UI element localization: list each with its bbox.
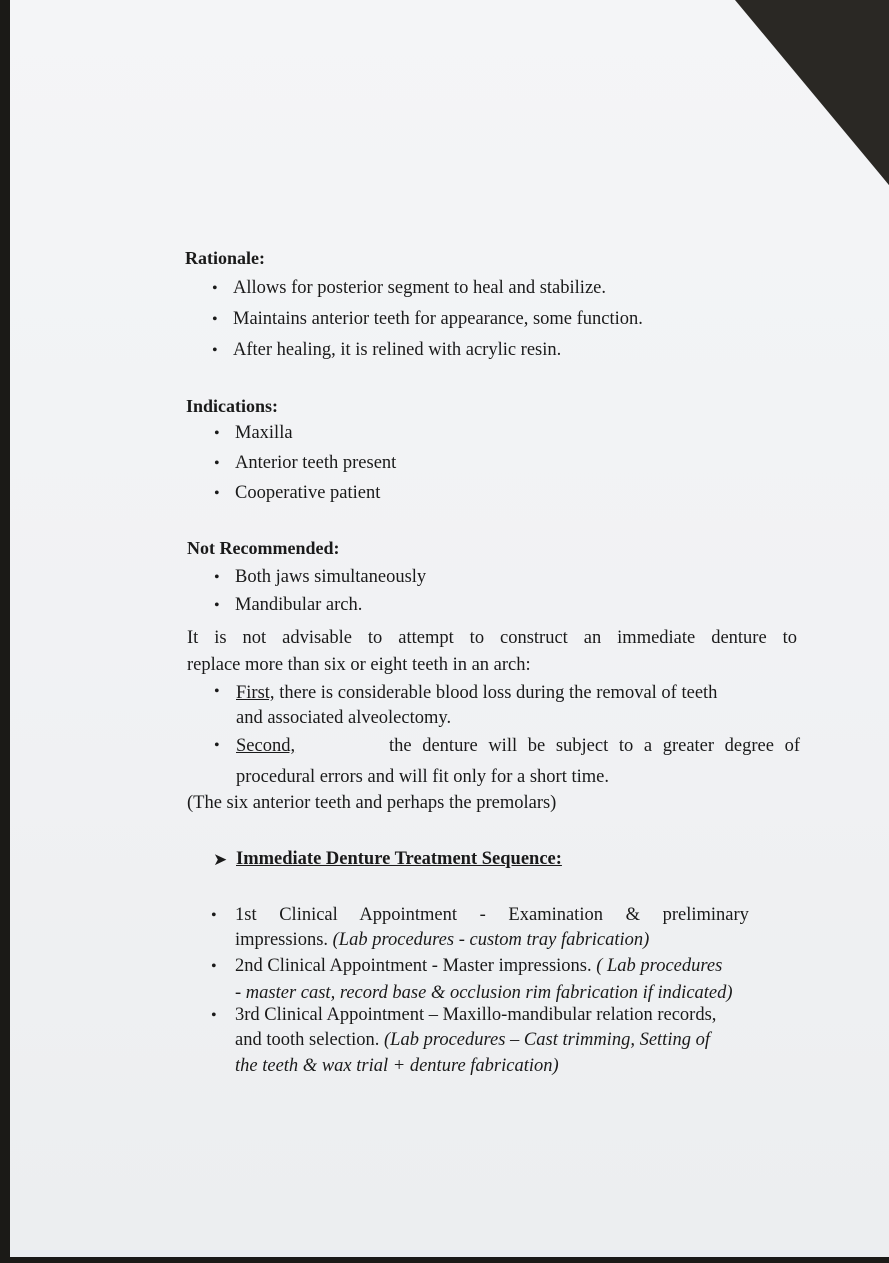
bullet-dot: • xyxy=(214,737,220,754)
bullet-dot: • xyxy=(214,485,220,502)
sequence-item-3-text: and tooth selection. xyxy=(235,1030,384,1050)
not-recommended-heading: Not Recommended: xyxy=(187,538,340,558)
indications-heading: Indications: xyxy=(186,396,279,416)
indications-item: Anterior teeth present xyxy=(235,453,397,473)
arrow-icon: ➤ xyxy=(213,850,228,869)
sequence-item-3-lab: (Lab procedures – Cast trimming, Setting of xyxy=(384,1030,710,1050)
sequence-item-2 xyxy=(235,956,722,977)
bullet-dot: • xyxy=(214,597,220,614)
sequence-title: Immediate Denture Treatment Sequence: xyxy=(236,849,562,869)
first-text: there is considerable blood loss during the removal of teeth xyxy=(274,683,718,703)
not-recommended-item: Mandibular arch. xyxy=(235,595,363,615)
bullet-dot: • xyxy=(211,907,217,924)
advisory-note: (The six anterior teeth and perhaps the premolars) xyxy=(187,793,557,813)
bullet-dot: • xyxy=(214,569,220,586)
rationale-heading: Rationale: xyxy=(185,248,265,268)
advisory-line: replace more than six or eight teeth in an arch: xyxy=(187,655,531,675)
sequence-item-1-line2 xyxy=(235,930,649,951)
sequence-item-2-lab: ( Lab procedures xyxy=(596,956,723,976)
sequence-item-3-line3: the teeth & wax trial + denture fabrication) xyxy=(235,1056,559,1076)
rationale-item: After healing, it is relined with acrylic resin. xyxy=(233,340,562,360)
sequence-item-3: 3rd Clinical Appointment – Maxillo-mandibular relation records, xyxy=(235,1005,717,1025)
bullet-dot: • xyxy=(214,683,220,700)
sequence-item-2-text: 2nd Clinical Appointment - Master impressions. xyxy=(235,956,597,976)
sequence-item-3-line2 xyxy=(235,1030,710,1051)
first-label: First, xyxy=(236,683,275,703)
advisory-second-line2: procedural errors and will fit only for a short time. xyxy=(236,767,609,787)
bullet-dot: • xyxy=(212,311,218,328)
advisory-second-line xyxy=(236,736,800,757)
bullet-dot: • xyxy=(211,958,217,975)
bullet-dot: • xyxy=(214,455,220,472)
sequence-item-1-text: impressions. xyxy=(235,930,333,950)
indications-item: Maxilla xyxy=(235,423,293,443)
rationale-item: Maintains anterior teeth for appearance, some function. xyxy=(233,309,643,329)
sequence-item-2-line2: - master cast, record base & occlusion rim fabrication if indicated) xyxy=(235,983,733,1003)
not-recommended-item: Both jaws simultaneously xyxy=(235,567,427,587)
advisory-first-line2: and associated alveolectomy. xyxy=(236,708,452,728)
second-text: the denture will be subject to a greater degree of xyxy=(378,736,800,756)
bullet-dot: • xyxy=(212,342,218,359)
bullet-dot: • xyxy=(214,425,220,442)
rationale-item: Allows for posterior segment to heal and stabilize. xyxy=(233,278,606,298)
sequence-item-1-lab: (Lab procedures - custom tray fabrication) xyxy=(332,930,650,950)
advisory-first-line xyxy=(236,683,717,704)
bullet-dot: • xyxy=(211,1007,217,1024)
sequence-item-1: 1st Clinical Appointment - Examination & preliminary xyxy=(235,905,749,925)
second-label: Second, xyxy=(236,736,296,756)
bullet-dot: • xyxy=(212,280,218,297)
advisory-line: It is not advisable to attempt to construct an immediate denture to xyxy=(187,628,797,648)
indications-item: Cooperative patient xyxy=(235,483,381,503)
